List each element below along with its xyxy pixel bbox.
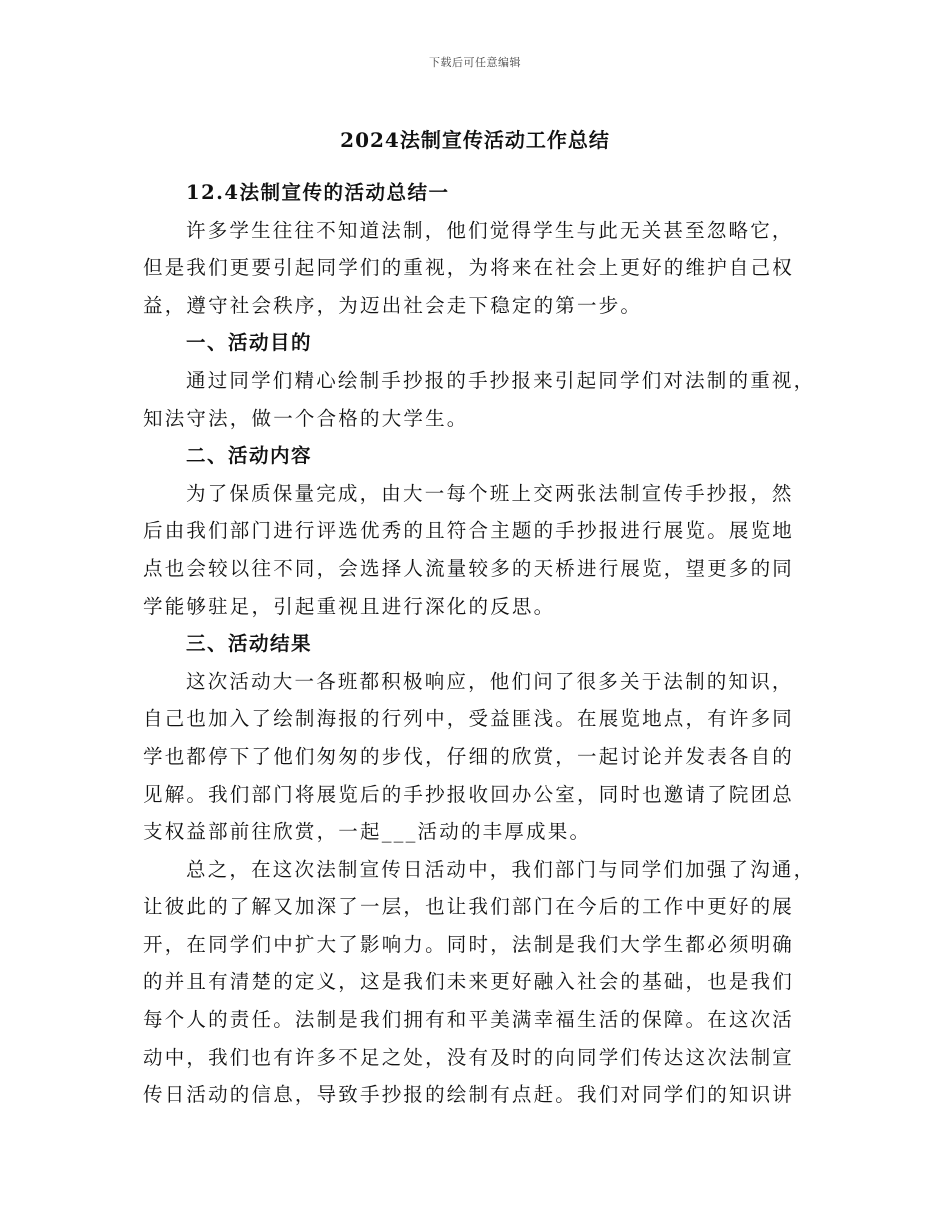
document-title: 2024法制宣传活动工作总结 xyxy=(340,128,610,152)
paragraph-line: 的并且有清楚的定义，这是我们未来更好融入社会的基础，也是我们 xyxy=(143,970,795,994)
document-body xyxy=(143,174,816,1114)
purpose-paragraph xyxy=(143,362,816,437)
paragraph-line: 但是我们更要引起同学们的重视，为将来在社会上更好的维护自己权 xyxy=(143,256,795,280)
summary-paragraph xyxy=(143,851,816,1114)
paragraph-line: 这次活动大一各班都积极响应，他们问了很多关于法制的知识， xyxy=(186,669,794,693)
result-paragraph xyxy=(143,663,811,851)
heading-content: 二、活动内容 xyxy=(186,444,313,468)
paragraph-line: 自己也加入了绘制海报的行列中，受益匪浅。在展览地点，有许多同 xyxy=(143,707,795,731)
paragraph-line: 支权益部前往欣赏，一起___活动的丰厚成果。 xyxy=(143,820,592,844)
paragraph-line: 知法守法，做一个合格的大学生。 xyxy=(143,406,469,430)
paragraph-line: 通过同学们精心绘制手抄报的手抄报来引起同学们对法制的重视， xyxy=(186,368,816,392)
content-paragraph xyxy=(143,475,811,625)
paragraph-line: 见解。我们部门将展览后的手抄报收回办公室，同时也邀请了院团总 xyxy=(143,782,795,806)
paragraph-line: 后由我们部门进行评选优秀的且符合主题的手抄报进行展览。展览地 xyxy=(143,519,795,543)
paragraph-line: 学也都停下了他们匆匆的步伐，仔细的欣赏，一起讨论并发表各自的 xyxy=(143,744,795,768)
paragraph-line: 动中，我们也有许多不足之处，没有及时的向同学们传达这次法制宣 xyxy=(143,1045,795,1069)
heading-result: 三、活动结果 xyxy=(186,632,313,656)
paragraph-line: 益，遵守社会秩序，为迈出社会走下稳定的第一步。 xyxy=(143,293,643,317)
paragraph-line: 开，在同学们中扩大了影响力。同时，法制是我们大学生都必须明确 xyxy=(143,932,795,956)
paragraph-line: 为了保质保量完成，由大一每个班上交两张法制宣传手抄报，然 xyxy=(186,481,794,505)
paragraph-line: 点也会较以往不同，会选择人流量较多的天桥进行展览，望更多的同 xyxy=(143,556,795,580)
paragraph-line: 让彼此的了解又加深了一层，也让我们部门在今后的工作中更好的展 xyxy=(143,895,795,919)
heading-purpose: 一、活动目的 xyxy=(186,331,313,355)
intro-paragraph xyxy=(143,212,811,325)
paragraph-line: 传日活动的信息，导致手抄报的绘制有点赶。我们对同学们的知识讲 xyxy=(143,1083,795,1107)
header-note: 下载后可任意编辑 xyxy=(429,56,521,69)
section-title: 12.4法制宣传的活动总结一 xyxy=(186,181,450,204)
paragraph-line: 许多学生往往不知道法制，他们觉得学生与此无关甚至忽略它， xyxy=(186,218,794,242)
paragraph-line: 每个人的责任。法制是我们拥有和平美满幸福生活的保障。在这次活 xyxy=(143,1008,795,1032)
paragraph-line: 总之，在这次法制宣传日活动中，我们部门与同学们加强了沟通， xyxy=(186,857,816,881)
paragraph-line: 学能够驻足，引起重视且进行深化的反思。 xyxy=(143,594,556,618)
